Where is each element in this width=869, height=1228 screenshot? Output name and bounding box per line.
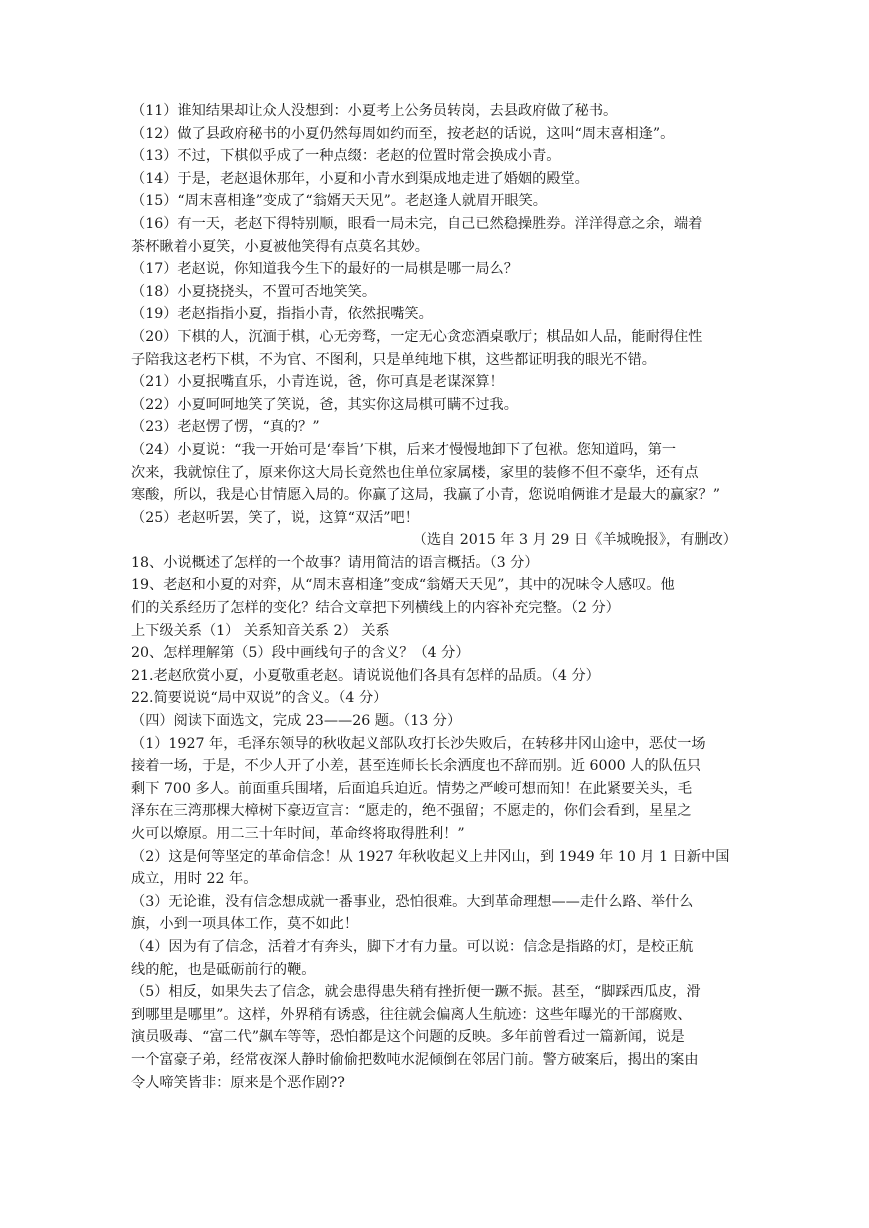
question-18: 18、小说概述了怎样的一个故事？请用简洁的语言概括。（3 分）	[131, 554, 539, 571]
source-citation: （选自 2015 年 3 月 29 日《羊城晚报》，有删改）	[412, 532, 737, 549]
paragraph-20-line2: 子陪我这老朽下棋，不为官、不图利，只是单纯地下棋，这些都证明我的眼光不错。	[131, 351, 656, 368]
question-19-line2: 们的关系经历了怎样的变化？结合文章把下列横线上的内容补充完整。（2 分）	[131, 600, 620, 617]
essay-paragraph-3-line1: （3）无论谁，没有信念想成就一番事业，恐怕很难。大到革命理想——走什么路、举什么	[131, 893, 694, 910]
essay-paragraph-2-line2: 成立，用时 22 年。	[131, 871, 258, 888]
essay-paragraph-5-line2: 到哪里是哪里”。这样，外界稍有诱惑，往往就会偏离人生航迹：这些年曝光的干部腐败、	[131, 1006, 692, 1023]
essay-paragraph-5-line1: （5）相反，如果失去了信念，就会患得患失稍有挫折便一蹶不振。甚至，“脚踩西瓜皮，滑	[131, 984, 701, 1001]
section-four-heading: （四）阅读下面选文，完成 23——26 题。（13 分）	[131, 713, 462, 730]
question-20: 20、怎样理解第（5）段中画线句子的含义？（4 分）	[131, 645, 470, 662]
essay-paragraph-1-line1: （1）1927 年，毛泽东领导的秋收起义部队攻打长沙失败后，在转移井冈山途中，恶仗一场	[131, 735, 706, 752]
paragraph-18: （18）小夏挠挠头，不置可否地笑笑。	[131, 283, 377, 300]
paragraph-17: （17）老赵说，你知道我今生下的最好的一局棋是哪一局么？	[131, 261, 518, 278]
essay-paragraph-5-line5: 令人啼笑皆非：原来是个恶作剧??	[131, 1074, 345, 1091]
paragraph-24-line3: 寒酸，所以，我是心甘情愿入局的。你赢了这局，我赢了小青，您说咱俩谁才是最大的赢家？”	[131, 487, 720, 504]
question-19-fill-line: 上下级关系（1） 关系知音关系 2） 关系	[131, 622, 390, 639]
essay-paragraph-1-line2: 接着一场，于是，不少人开了小差，甚至连师长长余洒度也不辞而别。近 6000 人的队伍只	[131, 758, 702, 775]
paragraph-15: （15）“周末喜相逢”变成了“翁婿天天见”。老赵逢人就眉开眼笑。	[131, 193, 547, 210]
paragraph-14: （14）于是，老赵退休那年，小夏和小青水到渠成地走进了婚姻的殿堂。	[131, 170, 589, 187]
question-22: 22.简要说说“局中双说”的含义。（4 分）	[131, 690, 388, 707]
question-19-line1: 19、老赵和小夏的对弈，从“周末喜相逢”变成“翁婿天天见”，其中的况味令人感叹。他	[131, 577, 675, 594]
paragraph-16-line1: （16）有一天，老赵下得特别顺，眼看一局未完，自己已然稳操胜券。洋洋得意之余，端着	[131, 215, 703, 232]
essay-paragraph-5-line4: 一个富豪子弟，经常夜深人静时偷偷把数吨水泥倾倒在邻居门前。警方破案后，揭出的案由	[131, 1051, 699, 1068]
essay-paragraph-4-line1: （4）因为有了信念，活着才有奔头，脚下才有力量。可以说：信念是指路的灯，是校正航	[131, 938, 694, 955]
question-21: 21.老赵欣赏小夏，小夏敬重老赵。请说说他们各具有怎样的品质。（4 分）	[131, 667, 600, 684]
essay-paragraph-2-line1: （2）这是何等坚定的革命信念！从 1927 年秋收起义上井冈山，到 1949 年 10 月 1 日新中国	[131, 848, 730, 865]
paragraph-19: （19）老赵指指小夏，指指小青，依然抿嘴笑。	[131, 306, 433, 323]
paragraph-13: （13）不过，下棋似乎成了一种点缀：老赵的位置时常会换成小青。	[131, 148, 561, 165]
paragraph-25: （25）老赵听罢，笑了，说，这算“双活”吧！	[131, 509, 419, 526]
essay-paragraph-1-line5: 火可以燎原。用二三十年时间，革命终将取得胜利！”	[131, 826, 465, 842]
essay-paragraph-5-line3: 演员吸毒、“富二代”飙车等等，恐怕都是这个问题的反映。多年前曾看过一篇新闻，说是	[131, 1029, 685, 1046]
paragraph-21: （21）小夏抿嘴直乐，小青连说，爸，你可真是老谋深算！	[131, 374, 504, 391]
paragraph-16-line2: 茶杯瞅着小夏笑，小夏被他笑得有点莫名其妙。	[131, 238, 429, 255]
essay-paragraph-4-line2: 线的舵，也是砥砺前行的鞭。	[131, 961, 316, 978]
essay-paragraph-3-line2: 旗，小到一项具体工作，莫不如此！	[131, 916, 359, 933]
paragraph-11: （11）谁知结果却让众人没想到：小夏考上公务员转岗，去县政府做了秘书。	[131, 103, 618, 119]
paragraph-22: （22）小夏呵呵地笑了笑说，爸，其实你这局棋可瞒不过我。	[131, 396, 518, 413]
essay-paragraph-1-line3: 剩下 700 多人。前面重兵围堵，后面追兵迫近。情势之严峻可想而知！在此紧要关头，毛	[131, 780, 693, 797]
paragraph-24-line2: 次来，我就惊住了，原来你这大局长竟然也住单位家属楼，家里的装修不但不豪华，还有点	[131, 464, 699, 481]
document-body	[131, 100, 741, 1094]
paragraph-23: （23）老赵愣了愣，“真的？”	[131, 419, 320, 436]
paragraph-24-line1: （24）小夏说：“我一开始可是‘奉旨’下棋，后来才慢慢地卸下了包袱。您知道吗，第一	[131, 441, 677, 458]
paragraph-12: （12）做了县政府秘书的小夏仍然每周如约而至，按老赵的话说，这叫“周末喜相逢”。	[131, 125, 675, 142]
essay-paragraph-1-line4: 泽东在三湾那棵大樟树下豪迈宣言：“愿走的，绝不强留；不愿走的，你们会看到，星星之	[131, 803, 692, 820]
paragraph-20-line1: （20）下棋的人，沉湎于棋，心无旁骛，一定无心贪恋酒桌歌厅；棋品如人品，能耐得住性	[131, 328, 703, 345]
